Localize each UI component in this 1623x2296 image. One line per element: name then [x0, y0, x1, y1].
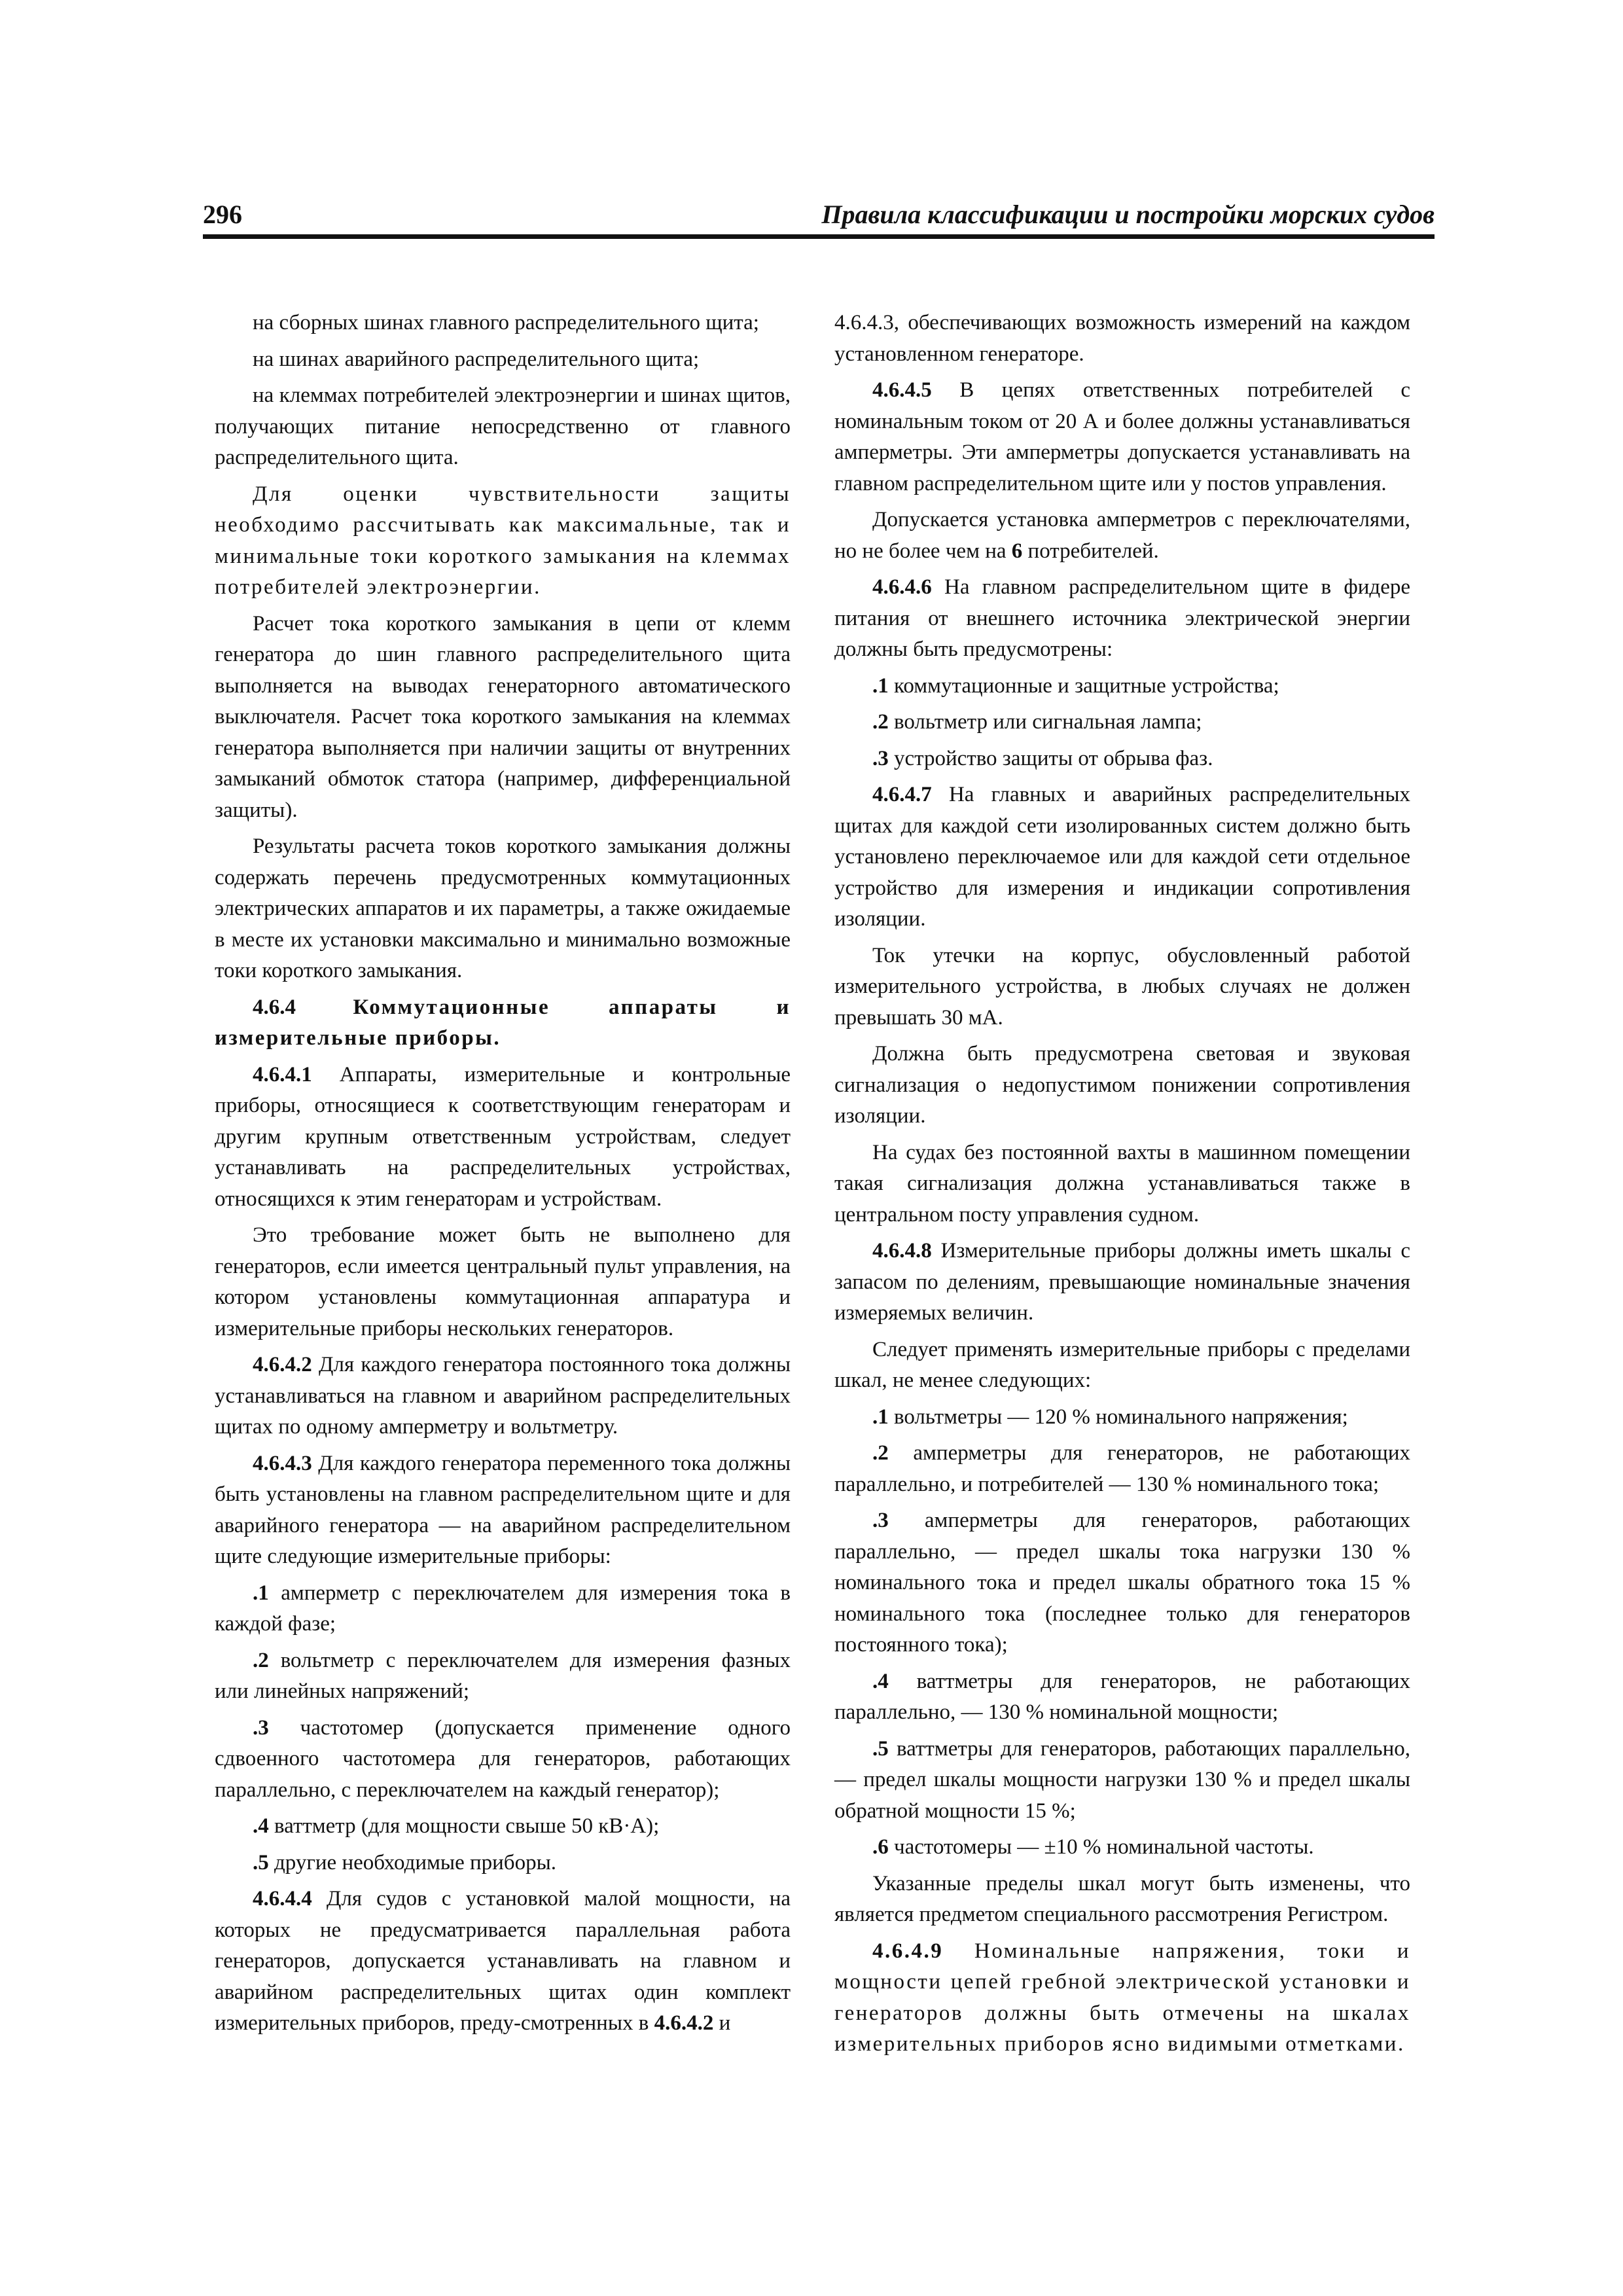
paragraph: 4.6.4.1 Аппараты, измерительные и контрольные приборы, относящиеся к соответствующим генераторам и другим крупным ответственным устройствам, следует устанавливать на распределительных устройствах, относящихся к этим генераторам и устройствам. [215, 1062, 791, 1211]
section-number: 4.6.4.1 [253, 1062, 312, 1086]
page-number: 296 [203, 200, 242, 229]
list-item: .3 амперметры для генераторов, работающих параллельно, — предел шкалы тока нагрузки 130 % номинального тока и предел шкалы обратного тока 15 % номинального тока (последнее только для генераторов постоянного тока); [834, 1509, 1411, 1657]
list-number: .4 [872, 1669, 889, 1693]
list-item: .1 вольтметры — 120 % номинального напряжения; [872, 1405, 1348, 1429]
list-item: .2 вольтметр или сигнальная лампа; [872, 710, 1202, 734]
paragraph: Указанные пределы шкал могут быть изменены, что является предметом специального рассмотрения Регистром. [834, 1871, 1410, 1926]
list-number: .5 [253, 1850, 269, 1874]
section-number: 4.6.4.5 [872, 378, 932, 402]
section-title: Коммутационные аппараты и измерительные приборы. [215, 995, 791, 1050]
section-number: 4.6.4.4 [253, 1887, 312, 1910]
paragraph: Результаты расчета токов короткого замыкания должны содержать перечень предусмотренных коммутационных электрических аппаратов и их параметры, а также ожидаемые в месте их установки максимально и минимально возможные токи короткого замыкания. [215, 834, 791, 982]
section-number: 4.6.4.6 [872, 575, 932, 599]
list-item: .3 устройство защиты от обрыва фаз. [872, 746, 1213, 770]
list-item: .4 ваттметры для генераторов, не работающих параллельно, — 130 % номинальной мощности; [834, 1669, 1411, 1724]
section-heading-4-6-4 [215, 992, 791, 1054]
section-number: 4.6.4.3 [253, 1451, 312, 1475]
list-number: .1 [872, 673, 889, 698]
paragraph: 4.6.4.2 Для каждого генератора постоянного тока должны устанавливаться на главном и аварийном распределительных щитах по одному амперметру и вольтметру. [215, 1353, 791, 1439]
list-number: .4 [253, 1814, 269, 1838]
list-item: .5 ваттметры для генераторов, работающих параллельно, — предел шкалы мощности нагрузки 130 % и предел шкалы обратной мощности 15 %; [834, 1736, 1410, 1823]
list-item: .2 вольтметр с переключателем для измерения фазных или линейных напряжений; [215, 1648, 791, 1703]
paragraph: 4.6.4.7 На главных и аварийных распределительных щитах для каждой сети изолированных систем должно быть установлено переключаемое или для каждой сети отдельное устройство для измерения и индикации сопротивления изоляции. [834, 783, 1410, 931]
paragraph: 4.6.4.6 На главном распределительном щите в фидере питания от внешнего источника электрической энергии должны быть предусмотрены: [834, 575, 1411, 661]
paragraph: 4.6.4.8 Измерительные приборы должны иметь шкалы с запасом по делениям, превышающие номинальные значения измеряемых величин. [834, 1239, 1410, 1325]
section-number: 4.6.4.7 [872, 783, 932, 806]
list-number: .2 [253, 1648, 269, 1672]
list-number: .2 [872, 1441, 889, 1465]
paragraph: Должна быть предусмотрена световая и звуковая сигнализация о недопустимом понижении сопротивления изоляции. [834, 1042, 1410, 1128]
left-column [215, 308, 791, 2045]
list-item: .4 ваттметр (для мощности свыше 50 кВ·А); [253, 1814, 660, 1838]
list-number: .1 [253, 1581, 269, 1605]
section-reference: 4.6.4.2 [654, 2011, 714, 2035]
paragraph: на сборных шинах главного распределительного щита; [253, 311, 759, 334]
list-number: .6 [872, 1835, 889, 1859]
paragraph: Расчет тока короткого замыкания в цепи от клемм генератора до шин главного распределительного щита выполняется на выводах генераторного автоматического выключателя. Расчет тока короткого замыкания на клеммах генератора выполняется при наличии защиты от внутренних замыканий обмоток статора (например, дифференциальной защиты). [215, 611, 791, 822]
paragraph: 4.6.4.5 В цепях ответственных потребителей с номинальным током от 20 А и более должны устанавливаться амперметры. Эти амперметры допускается устанавливать на главном распределительном щите или у постов управления. [834, 378, 1410, 495]
paragraph: 4.6.4.4 Для судов с установкой малой мощности, на которых не предусматривается параллельная работа генераторов, допускается устанавливать на главном и аварийном распределительных щитах один комплект измерительных приборов, преду-смотренных в 4.6.4.2 и [215, 1887, 791, 2035]
list-item: .6 частотомеры — ±10 % номинальной частоты. [872, 1835, 1314, 1859]
section-number: 4.6.4 [253, 995, 296, 1019]
paragraph: 4.6.4.9 Номинальные напряжения, токи и мощности цепей гребной электрической установки и генераторов должны быть отмечены на шкалах измерительных приборов ясно видимыми отметками. [834, 1939, 1411, 2056]
section-number: 4.6.4.8 [872, 1239, 932, 1263]
list-number: .1 [872, 1405, 889, 1429]
paragraph: на шинах аварийного распределительного щита; [253, 347, 700, 371]
list-number: .3 [872, 746, 889, 770]
paragraph: На судах без постоянной вахты в машинном помещении такая сигнализация должна устанавливаться также в центральном посту управления судном. [834, 1140, 1410, 1227]
list-item: .1 коммутационные и защитные устройства; [872, 673, 1279, 698]
paragraph: Для оценки чувствительности защиты необходимо рассчитывать как максимальные, так и минимальные токи короткого замыкания на клеммах потребителей электроэнергии. [215, 482, 791, 599]
section-number: 4.6.4.2 [253, 1353, 312, 1376]
paragraph: 4.6.4.3, обеспечивающих возможность измерений на каждом установленном генераторе. [834, 311, 1410, 366]
list-item: .1 амперметр с переключателем для измерения тока в каждой фазе; [215, 1581, 791, 1636]
list-number: .3 [253, 1715, 269, 1740]
list-item: .3 частотомер (допускается применение одного сдвоенного частотомера для генераторов, работающих параллельно, с переключателем на каждый генератор); [215, 1715, 791, 1802]
paragraph: Допускается установка амперметров с переключателями, но не более чем на 6 потребителей. [834, 508, 1410, 563]
running-title: Правила классификации и постройки морских судов [821, 200, 1435, 229]
section-number: 4.6.4.9 [872, 1939, 944, 1963]
list-number: .2 [872, 710, 889, 734]
list-number: .5 [872, 1736, 889, 1761]
paragraph: Это требование может быть не выполнено для генераторов, если имеется центральный пульт управления, на котором установлены коммутационная аппаратура и измерительные приборы нескольких генераторов. [215, 1223, 791, 1340]
right-column [834, 308, 1410, 2066]
paragraph: на клеммах потребителей электроэнергии и шинах щитов, получающих питание непосредственно от главного распределительного щита. [215, 384, 791, 469]
list-item: .2 амперметры для генераторов, не работающих параллельно, и потребителей — 130 % номинального тока; [834, 1441, 1410, 1496]
paragraph: Ток утечки на корпус, обусловленный работой измерительного устройства, в любых случаях не должен превышать 30 мА. [834, 943, 1410, 1030]
page-header [203, 195, 1435, 239]
list-item: .5 другие необходимые приборы. [253, 1850, 557, 1874]
paragraph: 4.6.4.3 Для каждого генератора переменного тока должны быть установлены на главном распределительном щите и для аварийного генератора — на аварийном распределительном щите следующие измерительные приборы: [215, 1451, 791, 1568]
paragraph: Следует применять измерительные приборы с пределами шкал, не менее следующих: [834, 1337, 1410, 1392]
list-number: .3 [872, 1509, 889, 1532]
